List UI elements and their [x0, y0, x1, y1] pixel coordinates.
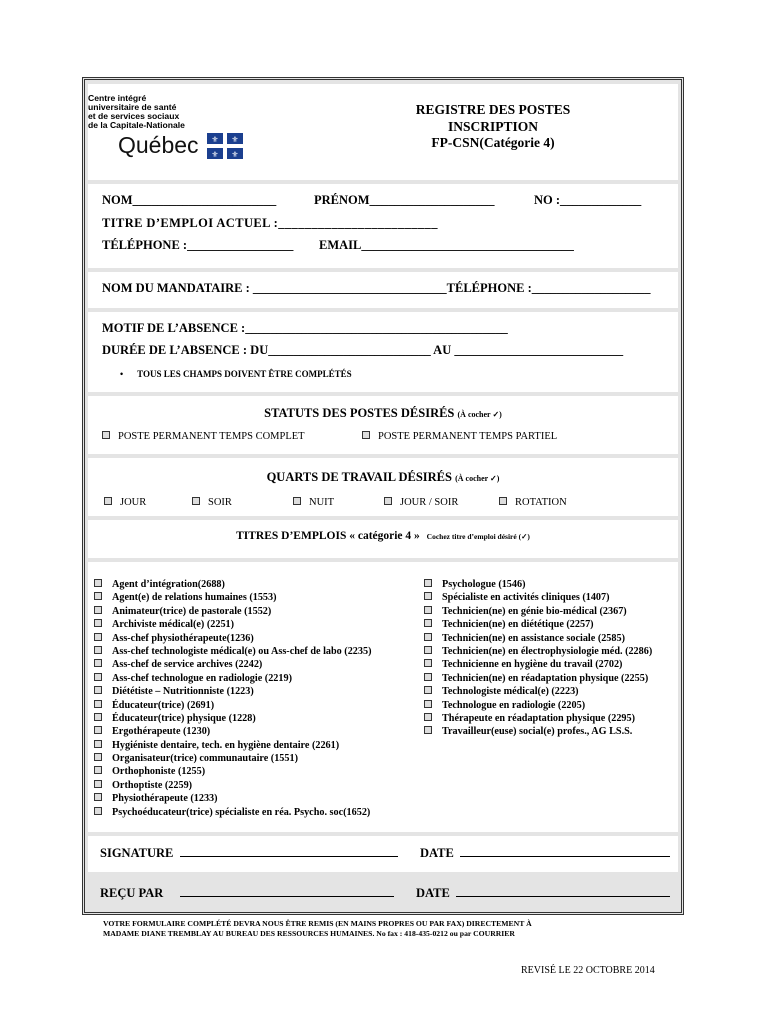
checkbox-icon[interactable] [424, 700, 432, 708]
list-item[interactable] [94, 618, 371, 631]
checkbox-icon[interactable] [499, 497, 507, 505]
list-item-label: Éducateur(trice) physique (1228) [112, 712, 256, 724]
header-section [88, 84, 678, 180]
date-label-2: DATE [416, 886, 450, 900]
quarts-heading [88, 470, 678, 485]
statut-option-label: POSTE PERMANENT TEMPS COMPLET [118, 431, 305, 442]
list-item[interactable] [94, 632, 371, 645]
checkbox-icon[interactable] [94, 686, 102, 694]
list-item-label: Ergothérapeute (1230) [112, 726, 211, 738]
checkbox-icon[interactable] [94, 780, 102, 788]
list-item-label: Ass-chef de service archives (2242) [112, 659, 263, 671]
checkbox-icon[interactable] [424, 646, 432, 654]
checkbox-icon[interactable] [94, 633, 102, 641]
telephone-field[interactable]: TÉLÉPHONE :_________________ [102, 238, 294, 252]
nom-field[interactable]: NOM_______________________ [102, 193, 277, 207]
titres-heading [88, 530, 678, 542]
org-line: et de services sociaux [88, 111, 180, 121]
statut-option[interactable] [362, 431, 557, 442]
list-item-label: Éducateur(trice) (2691) [112, 699, 215, 711]
list-item[interactable] [94, 578, 371, 591]
list-item[interactable] [94, 765, 371, 778]
revision-date: REVISÉ LE 22 OCTOBRE 2014 [521, 965, 655, 976]
checkbox-icon[interactable] [94, 592, 102, 600]
titres-right-list [424, 578, 652, 739]
titres-title: TITRES D’EMPLOIS « catégorie 4 » [236, 530, 420, 542]
absence-section [88, 312, 678, 392]
list-item-label: Technicienne en hygiène du travail (2702) [442, 659, 623, 671]
checkbox-icon[interactable] [192, 497, 200, 505]
list-item-label: Psychologue (1546) [442, 579, 526, 590]
list-item-label: Thérapeute en réadaptation physique (2295) [442, 712, 636, 724]
list-item[interactable] [424, 591, 652, 604]
checkbox-icon[interactable] [424, 619, 432, 627]
list-item[interactable] [94, 672, 371, 685]
list-item-label: Technicien(ne) en assistance sociale (2585) [442, 632, 625, 644]
quarts-section [88, 458, 678, 516]
no-field[interactable]: NO :_____________ [534, 193, 642, 207]
email-field[interactable]: EMAIL__________________________________ [319, 238, 574, 252]
checkbox-icon[interactable] [94, 766, 102, 774]
date-field-2[interactable] [416, 885, 670, 901]
titres-header-section [88, 520, 678, 558]
list-item[interactable] [424, 658, 652, 671]
checkbox-icon[interactable] [424, 579, 432, 587]
list-item[interactable] [424, 578, 652, 591]
list-item[interactable] [94, 752, 371, 765]
list-item-label: Psychoéducateur(trice) spécialiste en réa. Psycho. soc(1652) [112, 806, 371, 818]
org-line: de la Capitale-Nationale [88, 120, 185, 130]
svg-text:⚜: ⚜ [210, 149, 219, 159]
titres-list-section [88, 562, 678, 832]
checkbox-icon[interactable] [94, 606, 102, 614]
signature-line[interactable] [180, 845, 398, 857]
checkbox-icon[interactable] [94, 753, 102, 761]
statuts-hint: (À cocher ✓) [457, 410, 502, 419]
list-item-label: Animateur(trice) de pastorale (1552) [112, 605, 272, 617]
title-line: REGISTRE DES POSTES [415, 102, 571, 117]
org-line: universitaire de santé [88, 102, 177, 112]
mandataire-section [88, 272, 678, 308]
required-note [120, 369, 352, 379]
checkbox-icon[interactable] [424, 686, 432, 694]
list-item[interactable] [94, 685, 371, 698]
list-item[interactable] [94, 658, 371, 671]
checkbox-icon[interactable] [94, 713, 102, 721]
quarts-hint: (À cocher ✓) [455, 474, 500, 483]
date-line[interactable] [460, 845, 670, 857]
list-item[interactable] [424, 685, 652, 698]
list-item[interactable] [94, 605, 371, 618]
prenom-field[interactable]: PRÉNOM____________________ [314, 193, 495, 207]
footer-note [103, 919, 532, 939]
list-item[interactable] [94, 712, 371, 725]
list-item[interactable] [424, 645, 652, 658]
checkbox-icon[interactable] [424, 713, 432, 721]
footer-note-line: MADAME DIANE TREMBLAY AU BUREAU DES RESSOURCES HUMAINES. No fax : 418-435-0212 ou par COURRIER [103, 929, 515, 938]
checkbox-icon[interactable] [94, 579, 102, 587]
footer-note-line: VOTRE FORMULAIRE COMPLÉTÉ DEVRA NOUS ÊTRE REMIS (EN MAINS PROPRES OU PAR FAX) DIRECTEMENT À [103, 919, 532, 928]
checkbox-icon[interactable] [424, 592, 432, 600]
list-item-label: Agent d’intégration(2688) [112, 579, 225, 590]
list-item-label: Technicien(ne) en réadaptation physique (2255) [442, 672, 649, 684]
recu-section [88, 876, 678, 908]
titre-emploi-field[interactable]: TITRE D’EMPLOI ACTUEL :________________________ [102, 216, 438, 230]
checkbox-icon[interactable] [94, 726, 102, 734]
quart-option-label: JOUR [120, 497, 147, 508]
statut-option[interactable] [102, 431, 305, 442]
list-item[interactable] [94, 779, 371, 792]
checkbox-icon[interactable] [94, 700, 102, 708]
list-item-label: Archiviste médical(e) (2251) [112, 619, 235, 631]
quebec-flag-icon [207, 133, 243, 159]
signature-label: SIGNATURE [100, 846, 174, 860]
quart-option[interactable] [104, 497, 146, 508]
quart-option-label: ROTATION [515, 497, 567, 508]
ciusss-logo [88, 93, 239, 159]
titres-left-list [94, 578, 371, 819]
checkbox-icon[interactable] [424, 633, 432, 641]
recu-line[interactable] [180, 885, 394, 897]
list-item-label: Physiothérapeute (1233) [112, 793, 218, 805]
list-item-label: Technicien(ne) en électrophysiologie méd. (2286) [442, 645, 653, 657]
identity-section [88, 184, 678, 268]
list-item-label: Technicien(ne) en génie bio-médical (2367) [442, 605, 627, 617]
checkbox-icon[interactable] [102, 431, 110, 439]
list-item-label: Spécialiste en activités cliniques (1407) [442, 592, 610, 604]
title-line: INSCRIPTION [447, 118, 539, 134]
mandataire-field[interactable]: NOM DU MANDATAIRE : _______________________________TÉLÉPHONE :___________________ [102, 281, 651, 295]
list-item[interactable] [94, 792, 371, 805]
checkbox-icon[interactable] [94, 646, 102, 654]
list-item-label: Orthoptiste (2259) [112, 779, 193, 791]
list-item-label: Hygiéniste dentaire, tech. en hygiène dentaire (2261) [112, 739, 340, 751]
checkbox-icon[interactable] [424, 726, 432, 734]
checkbox-icon[interactable] [362, 431, 370, 439]
motif-field[interactable]: MOTIF DE L’ABSENCE :__________________________________________ [102, 321, 508, 335]
list-item[interactable] [424, 605, 652, 618]
bullet-icon: • [120, 369, 124, 379]
checkbox-icon[interactable] [384, 497, 392, 505]
quart-option[interactable] [384, 497, 458, 508]
list-item[interactable] [424, 712, 652, 725]
list-item[interactable] [424, 672, 652, 685]
list-item[interactable] [94, 739, 371, 752]
list-item-label: Orthophoniste (1255) [112, 766, 206, 778]
quarts-title: QUARTS DE TRAVAIL DÉSIRÉS [266, 470, 452, 484]
list-item-label: Travailleur(euse) social(e) profes., AG LS.S. [442, 726, 633, 738]
required-note-text: TOUS LES CHAMPS DOIVENT ÊTRE COMPLÉTÉS [137, 369, 352, 379]
checkbox-icon[interactable] [94, 740, 102, 748]
recu-label: REÇU PAR [100, 886, 164, 900]
list-item-label: Organisateur(trice) communautaire (1551) [112, 753, 298, 765]
list-item-label: Technicien(ne) en diététique (2257) [442, 619, 594, 631]
signature-section [88, 836, 678, 872]
statuts-section [88, 396, 678, 454]
checkbox-icon[interactable] [94, 673, 102, 681]
date-field[interactable] [420, 845, 670, 861]
date-label: DATE [420, 846, 454, 860]
list-item[interactable] [424, 725, 652, 738]
list-item[interactable] [94, 725, 371, 738]
title-line: FP-CSN(Catégorie 4) [431, 135, 555, 150]
duree-field[interactable]: DURÉE DE L’ABSENCE : DU__________________________ AU ___________________________ [102, 343, 624, 357]
list-item[interactable] [94, 645, 371, 658]
checkbox-icon[interactable] [94, 659, 102, 667]
quart-option-label: NUIT [309, 497, 335, 508]
list-item-label: Ass-chef technologue en radiologie (2219) [112, 672, 292, 684]
list-item[interactable] [94, 591, 371, 604]
checkbox-icon[interactable] [104, 497, 112, 505]
list-item[interactable] [424, 699, 652, 712]
list-item-label: Diététiste – Nutritionniste (1223) [112, 686, 254, 698]
svg-text:⚜: ⚜ [230, 149, 239, 159]
list-item-label: Ass-chef technologiste médical(e) ou Ass-chef de labo (2235) [112, 645, 372, 657]
svg-text:⚜: ⚜ [210, 134, 219, 144]
quart-option-label: JOUR / SOIR [400, 497, 459, 508]
list-item-label: Agent(e) de relations humaines (1553) [112, 592, 277, 604]
signature-field[interactable] [100, 845, 398, 861]
list-item[interactable] [94, 806, 371, 819]
list-item[interactable] [424, 632, 652, 645]
statuts-title: STATUTS DES POSTES DÉSIRÉS [264, 406, 455, 420]
statut-option-label: POSTE PERMANENT TEMPS PARTIEL [378, 431, 558, 442]
checkbox-icon[interactable] [424, 659, 432, 667]
checkbox-icon[interactable] [293, 497, 301, 505]
statuts-heading [88, 406, 678, 421]
list-item-label: Technologue en radiologie (2205) [442, 699, 586, 711]
recu-field[interactable] [100, 885, 394, 901]
date-line-2[interactable] [456, 885, 670, 897]
titres-hint: Cochez titre d’emploi désiré (✓) [426, 532, 530, 541]
list-item-label: Technologiste médical(e) (2223) [442, 686, 579, 698]
list-item[interactable] [424, 618, 652, 631]
list-item-label: Ass-chef physiothérapeute(1236) [112, 632, 254, 644]
checkbox-icon[interactable] [94, 793, 102, 801]
quebec-wordmark: Québec [118, 132, 199, 158]
quart-option[interactable] [192, 497, 232, 508]
checkbox-icon[interactable] [94, 807, 102, 815]
svg-text:⚜: ⚜ [230, 134, 239, 144]
checkbox-icon[interactable] [424, 606, 432, 614]
list-item[interactable] [94, 699, 371, 712]
quart-option-label: SOIR [208, 497, 232, 508]
quart-option[interactable] [293, 497, 334, 508]
checkbox-icon[interactable] [424, 673, 432, 681]
checkbox-icon[interactable] [94, 619, 102, 627]
quart-option[interactable] [499, 497, 567, 508]
form-title [348, 102, 638, 152]
org-line: Centre intégré [88, 93, 147, 103]
